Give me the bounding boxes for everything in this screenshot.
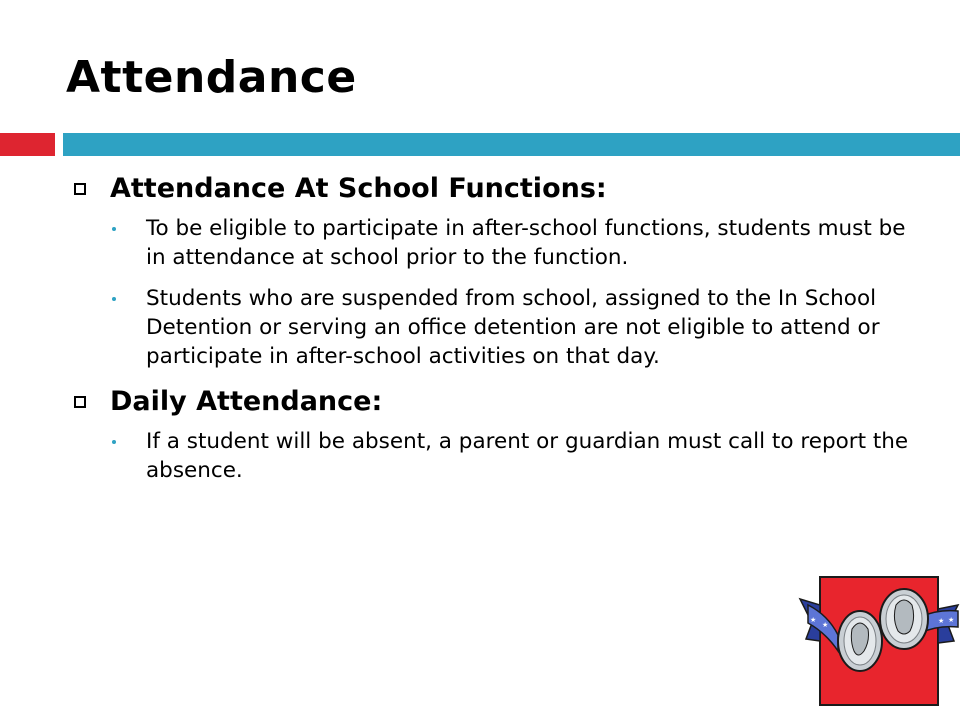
svg-text:★: ★ xyxy=(810,616,817,624)
square-bullet-icon xyxy=(74,183,86,195)
svg-text:★: ★ xyxy=(822,621,829,629)
section-heading xyxy=(72,383,912,421)
title-rule-blue xyxy=(63,133,960,156)
dot-bullet-icon xyxy=(112,297,116,301)
square-bullet-icon xyxy=(74,396,86,408)
svg-text:★: ★ xyxy=(948,616,955,624)
section-daily-attendance xyxy=(72,383,912,485)
svg-text:★: ★ xyxy=(938,617,945,625)
list-item-text: Students who are suspended from school, assigned to the In School Detention or serving an office detention are not eligible to attend or participate in after-school activities on that day. xyxy=(146,286,880,369)
content-area xyxy=(72,170,912,497)
title-rule-red xyxy=(0,133,55,156)
bullet-list xyxy=(72,214,912,371)
bullet-list xyxy=(72,427,912,485)
presidents-emblem-icon xyxy=(798,575,960,709)
section-school-functions xyxy=(72,170,912,371)
list-item-text: To be eligible to participate in after-school functions, students must be in attendance at school prior to the function. xyxy=(146,216,906,270)
list-item xyxy=(72,427,912,485)
dot-bullet-icon xyxy=(112,227,116,231)
dot-bullet-icon xyxy=(112,440,116,444)
list-item xyxy=(72,214,912,272)
section-heading xyxy=(72,170,912,208)
list-item xyxy=(72,284,912,371)
section-heading-text: Daily Attendance: xyxy=(110,386,383,417)
page-title: Attendance xyxy=(66,52,357,103)
list-item-text: If a student will be absent, a parent or guardian must call to report the absence. xyxy=(146,429,909,483)
section-heading-text: Attendance At School Functions: xyxy=(110,173,607,204)
